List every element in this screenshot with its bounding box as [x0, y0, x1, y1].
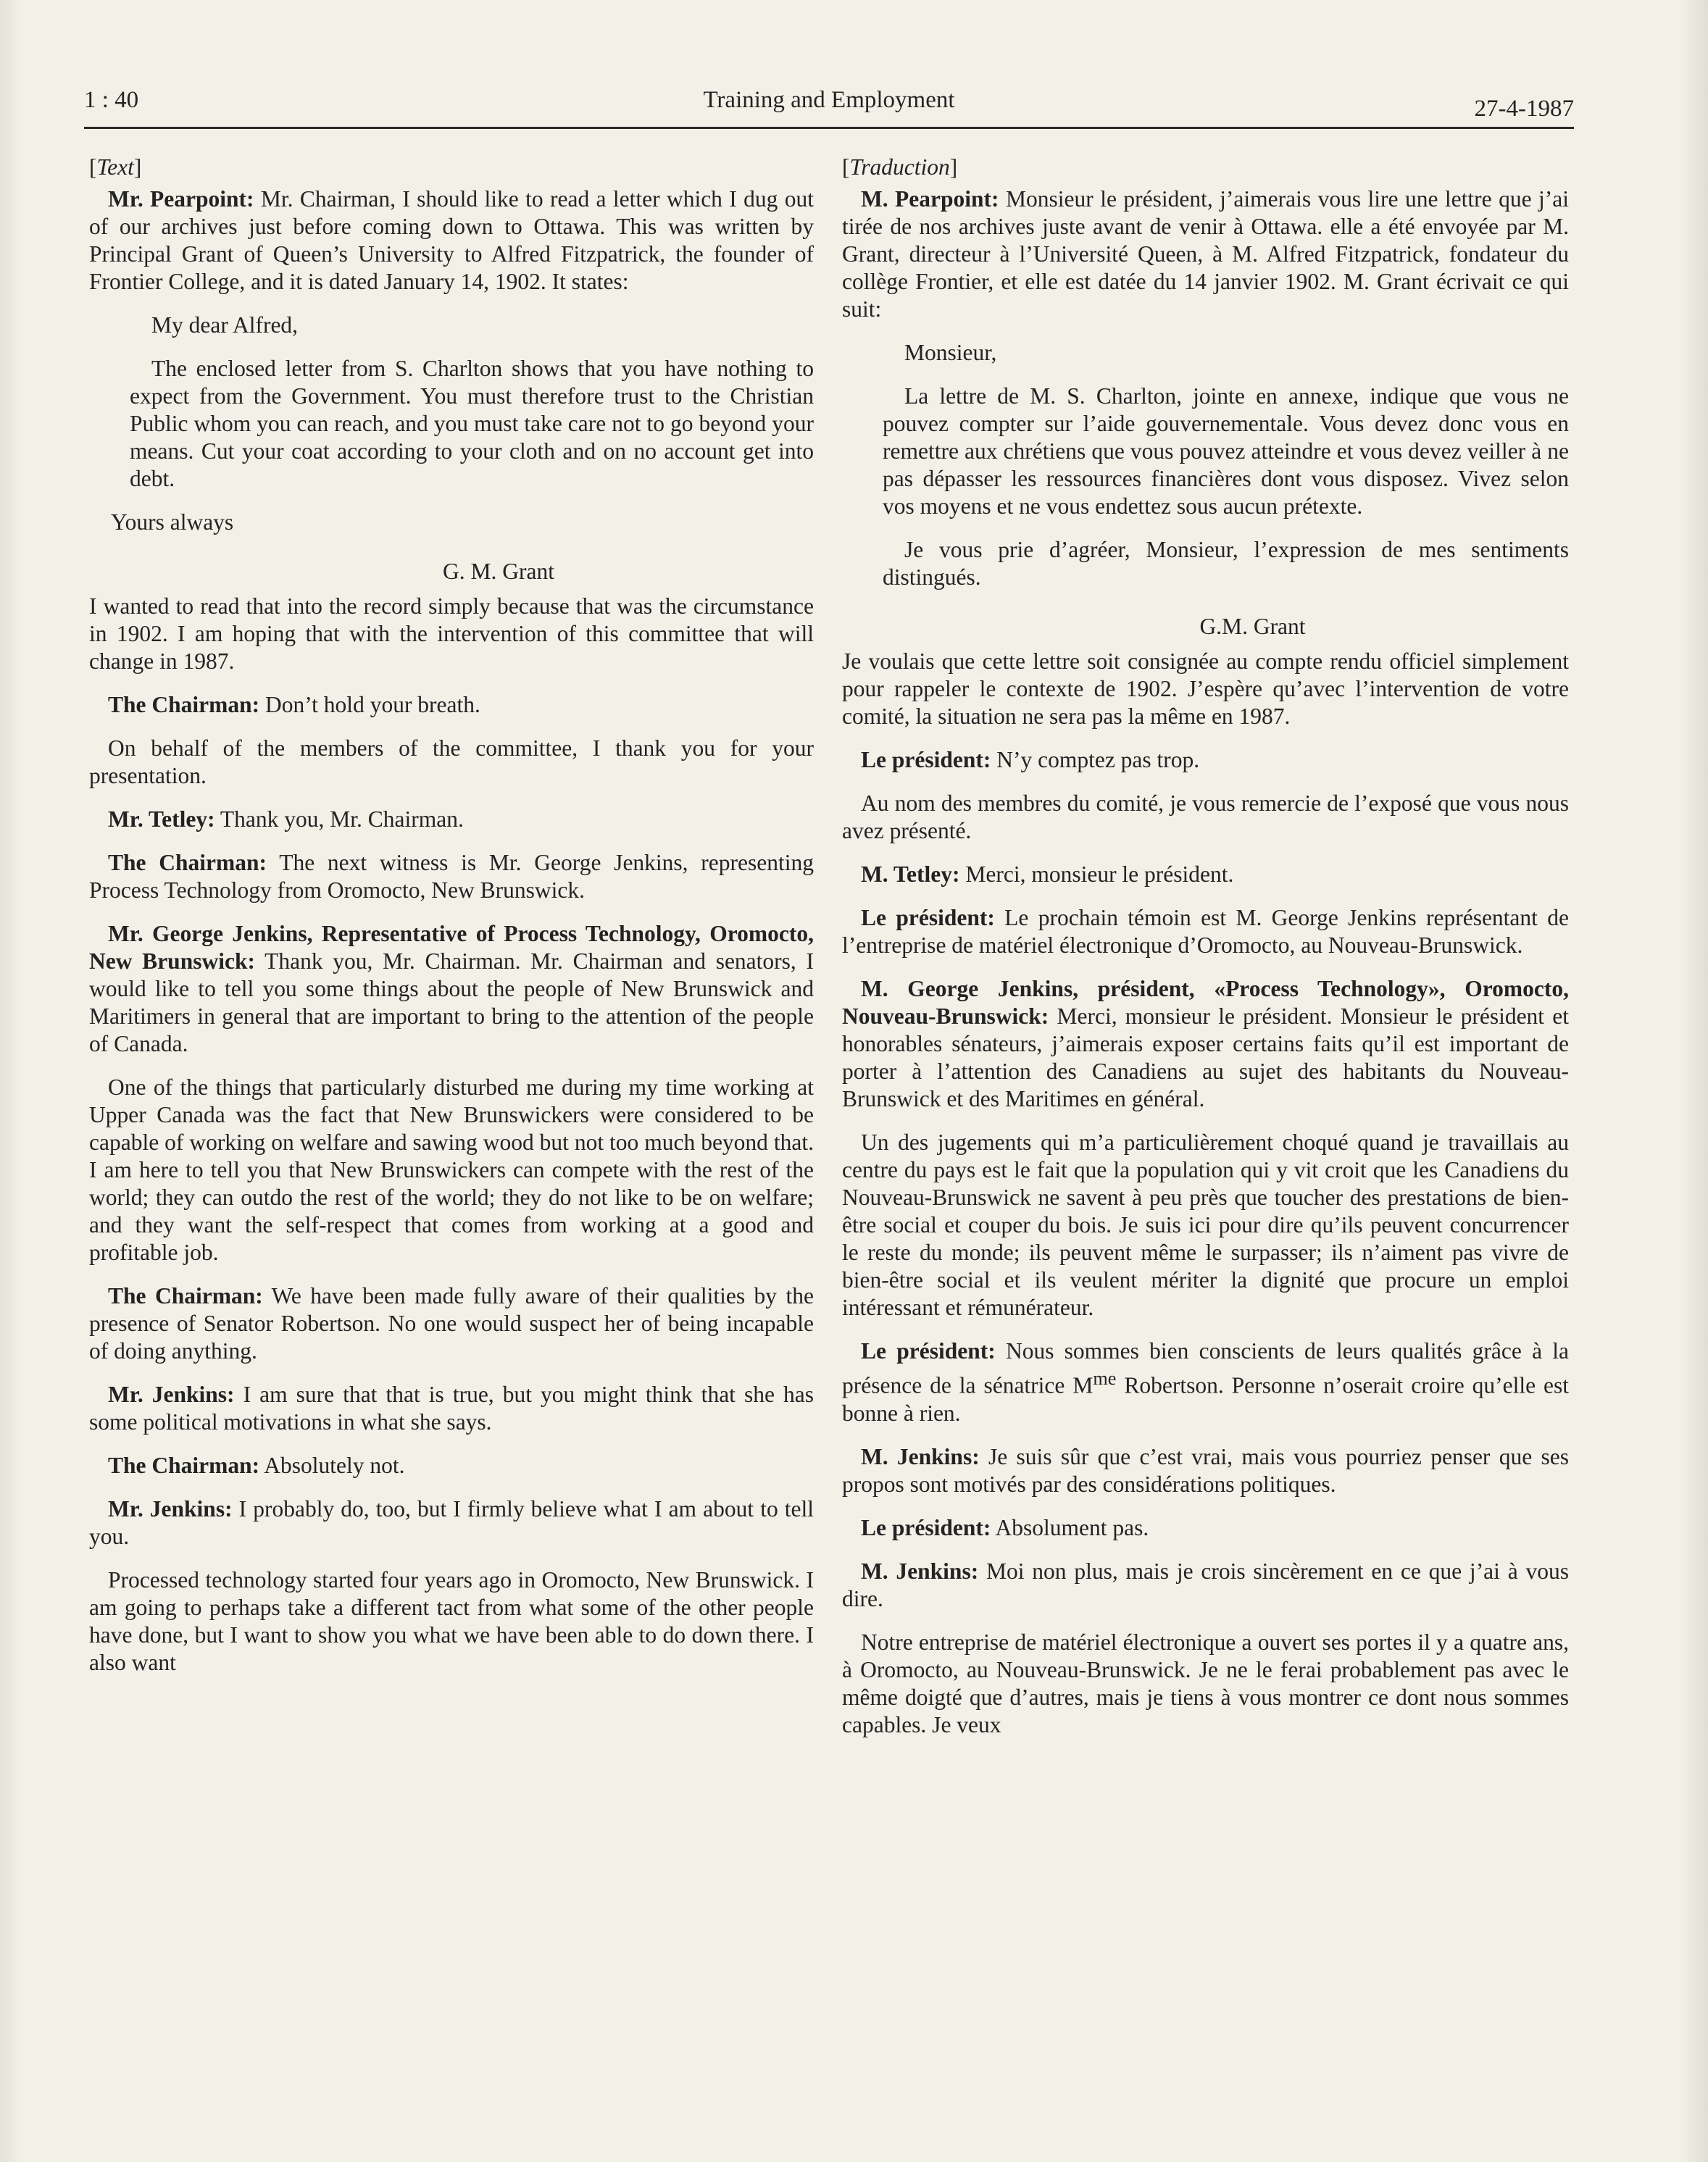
letter-body: The enclosed letter from S. Charlton shows that you have nothing to expect from the Government. You must therefore trust to the Christian Public whom you can reach, and you must take care not to go beyond your means. Cut your coat according to your cloth and on no account get into debt. [130, 356, 814, 491]
speaker-name: The Chairman: [108, 850, 267, 875]
letter-greeting: Monsieur, [904, 340, 997, 365]
speaker-name: M. George Jenkins, président, «Process Technology», Oromocto, Nouveau-Brunswick: [842, 976, 1569, 1029]
paragraph: Mr. Jenkins: I probably do, too, but I firmly believe what I am about to tell you. [89, 1496, 815, 1549]
paragraph: Mr. George Jenkins, Representative of Process Technology, Oromocto, New Brunswick: Thank you, Mr. Chairman. Mr. Chairman and senators, I would like to tell you some things about the people of New Brunswick and Maritimers in general that are important to bring to the attention of the people of Canada. [89, 921, 814, 1056]
paragraph: Mr. Tetley: Thank you, Mr. Chairman. [108, 806, 464, 832]
speaker-name: Mr. Jenkins: [108, 1496, 233, 1522]
paragraph: The Chairman: Don’t hold your breath. [108, 692, 480, 717]
paragraph: Mr. Jenkins: I am sure that that is true, but you might think that she has some political motivations in what she says. [89, 1382, 815, 1435]
paragraph: M. Jenkins: Moi non plus, mais je crois sincèrement en ce que j’ai à vous dire. [842, 1558, 1569, 1611]
speaker-name: M. Pearpoint: [861, 186, 999, 212]
speaker-name: Le président: [861, 1514, 991, 1540]
paragraph: Le président: N’y comptez pas trop. [861, 747, 1200, 772]
paragraph: The Chairman: We have been made fully aware of their qualities by the presence of Senator Robertson. No one would suspect her of being incapable of doing anything. [89, 1283, 814, 1364]
paragraph: M. Pearpoint: Monsieur le président, j’aimerais vous lire une lettre que j’ai tirée de nos archives juste avant de venir à Ottawa. elle a été envoyée par M. Grant, directeur à l’Université Queen, à M. Alfred Fitzpatrick, fondateur du collège Frontier, et elle est datée du 14 janvier 1902. M. Grant écrivait ce qui suit: [842, 186, 1569, 322]
paragraph: Un des jugements qui m’a particulièrement choqué quand je travaillais au centre du pays est le fait que la population qui y vit croit que les Canadiens du Nouveau-Brunswick ne savent à peu près que toucher des prestations de bien-être social et couper du bois. Je suis ici pour dire qu’ils peuvent concurrencer le reste du monde; ils peuvent même le surpasser; ils n’aiment pas vivre de bien-être social et ils veulent mériter la dignité que procure un emploi intéressant et rémunérateur. [842, 1130, 1569, 1320]
speaker-name: Mr. Jenkins: [108, 1382, 235, 1407]
language-label: [Traduction] [842, 154, 958, 180]
quoted-letter [842, 339, 1569, 591]
paragraph: M. Tetley: Merci, monsieur le président. [861, 861, 1234, 887]
speaker-name: The Chairman: [108, 1283, 263, 1309]
paragraph: On behalf of the members of the committee, I thank you for your presentation. [89, 735, 814, 788]
paragraph: Le président: Le prochain témoin est M. George Jenkins représentant de l’entreprise de matériel électronique d’Oromocto, au Nouveau-Brunswick. [842, 905, 1569, 958]
speaker-name: Le président: [861, 905, 995, 930]
paragraph: One of the things that particularly disturbed me during my time working at Upper Canada was the fact that New Brunswickers were considered to be capable of working on welfare and sawing wood but not too much beyond that. I am here to tell you that New Brunswickers can compete with the rest of the world; they can outdo the rest of the world; they do not like to be on welfare; and they want the self-respect that comes from working at a good and profitable job. [89, 1074, 814, 1265]
letter-closing: Yours always [111, 509, 234, 535]
quoted-letter [89, 312, 814, 493]
speaker-name: Mr. Pearpoint: [108, 186, 254, 212]
letter-signature: G. M. Grant [443, 559, 554, 584]
language-label: [Text] [89, 154, 142, 180]
paragraph: Notre entreprise de matériel électronique a ouvert ses portes il y a quatre ans, à Oromocto, au Nouveau-Brunswick. Je ne le ferai probablement pas avec le même doigté que d’autres, mais je tiens à vous montrer ce dont nous sommes capables. Je veux [842, 1629, 1569, 1737]
paragraph: M. George Jenkins, président, «Process Technology», Oromocto, Nouveau-Brunswick: Merci, monsieur le président. Monsieur le président et honorables sénateurs, j’aimerais exposer certains faits qu’il est important de porter à l’attention des Canadiens au sujet des habitants du Nouveau-Brunswick et des Maritimes en général. [842, 976, 1569, 1111]
paragraph: The Chairman: The next witness is Mr. George Jenkins, representing Process Technology from Oromocto, New Brunswick. [89, 850, 814, 903]
speaker-name: Le président: [861, 1338, 996, 1364]
paragraph: Je voulais que cette lettre soit consignée au compte rendu officiel simplement pour rappeler le contexte de 1902. J’espère qu’avec l’intervention de votre comité, la situation ne sera pas la même en 1987. [842, 648, 1569, 729]
letter-closing: Je vous prie d’agréer, Monsieur, l’expression de mes sentiments distingués. [883, 537, 1569, 590]
letter-greeting: My dear Alfred, [151, 312, 299, 338]
paragraph: I wanted to read that into the record simply because that was the circumstance in 1902. I am hoping that with the intervention of this committee that will change in 1987. [89, 593, 814, 674]
french-column [842, 154, 1569, 1755]
paragraph: Le président: Nous sommes bien conscients de leurs qualités grâce à la présence de la sénatrice $M^{me}$ Robertson. Personne n’oserait croire qu’elle est bonne à rien. [842, 1338, 1570, 1426]
english-column [89, 154, 814, 1693]
running-title: Training and Employment [703, 87, 955, 113]
page-header [84, 78, 1574, 129]
speaker-name: M. Jenkins: [861, 1443, 980, 1469]
paragraph: Le président: Absolument pas. [861, 1514, 1149, 1540]
speaker-name: Mr. Tetley: [108, 806, 215, 832]
letter-signature: G.M. Grant [1199, 614, 1306, 639]
speaker-name: M. Jenkins: [861, 1558, 979, 1584]
paragraph: Mr. Pearpoint: Mr. Chairman, I should like to read a letter which I dug out of our archives just before coming down to Ottawa. This was written by Principal Grant of Queen’s University to Alfred Fitzpatrick, the founder of Frontier College, and it is dated January 14, 1902. It states: [89, 186, 814, 294]
paragraph: Au nom des membres du comité, je vous remercie de l’exposé que vous nous avez présenté. [842, 790, 1569, 843]
letter-body: La lettre de M. S. Charlton, jointe en annexe, indique que vous ne pouvez compter sur l’aide gouvernementale. Vous devez donc vous en remettre aux chrétiens que vous pouvez atteindre et vous devez veiller à ne pas dépasser les ressources financières dont vous disposez. Vivez selon vos moyens et ne vous endettez sous aucun prétexte. [883, 383, 1569, 519]
speaker-name: M. Tetley: [861, 861, 960, 887]
paragraph: M. Jenkins: Je suis sûr que c’est vrai, mais vous pourriez penser que ses propos sont motivés par des considérations politiques. [842, 1443, 1569, 1497]
speaker-name: The Chairman: [108, 692, 260, 717]
speaker-name: Le président: [861, 747, 991, 772]
page-number: 1 : 40 [84, 87, 139, 113]
header-date: 27-4-1987 [1474, 96, 1574, 122]
paragraph: Processed technology started four years ago in Oromocto, New Brunswick. I am going to perhaps take a different tact from what some of the other people have done, but I want to show you what we have been able to do down there. I also want [89, 1567, 814, 1675]
paragraph: The Chairman: Absolutely not. [108, 1453, 405, 1478]
speaker-name: The Chairman: [108, 1453, 260, 1478]
speaker-name: Mr. George Jenkins, Representative of Process Technology, Oromocto, New Brunswick: [89, 921, 814, 974]
header-rule [84, 127, 1574, 129]
